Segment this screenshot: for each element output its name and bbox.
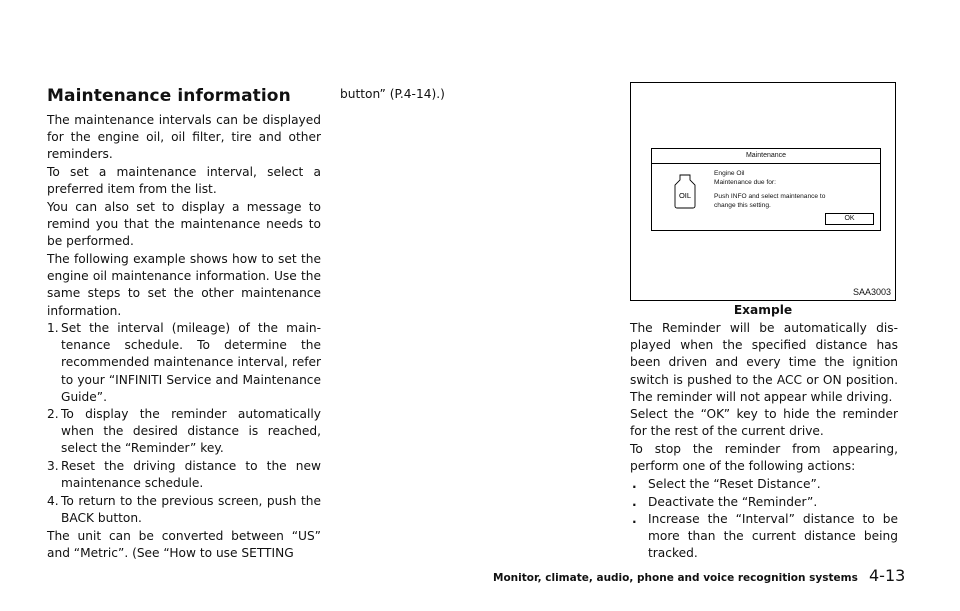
list-text: Reset the driving distance to the new maintenance schedule. bbox=[61, 459, 321, 491]
paragraph-message: You can also set to display a message to remind you that the maintenance needs to be performed. bbox=[47, 200, 321, 249]
list-text: To return to the previous screen, push the BACK button. bbox=[61, 494, 321, 526]
display-screen bbox=[651, 148, 881, 231]
paragraph-units: The unit can be converted between “US” and “Metric”. (See “How to use SETTING bbox=[47, 529, 321, 561]
list-item bbox=[47, 320, 321, 406]
list-number: 1. bbox=[47, 321, 59, 335]
paragraph-ok-key: Select the “OK” key to hide the reminder for the rest of the current drive. bbox=[630, 407, 898, 439]
figure-maintenance-screen bbox=[630, 82, 896, 301]
bullet-mark: . bbox=[632, 495, 637, 509]
paragraph-intro: The maintenance intervals can be displayed for the engine oil, oil filter, tire and other reminders. bbox=[47, 113, 321, 162]
oil-icon-label: OIL bbox=[678, 191, 692, 200]
list-text: Deactivate the “Reminder”. bbox=[648, 495, 818, 509]
page-number: 4-13 bbox=[869, 566, 906, 585]
list-number: 4. bbox=[47, 494, 59, 508]
list-item bbox=[47, 406, 321, 458]
list-item bbox=[630, 476, 898, 493]
screen-title: Maintenance bbox=[652, 149, 880, 164]
list-text: To display the reminder automatically when the desired distance is reached, select the “Reminder” key. bbox=[61, 407, 321, 456]
paragraph-example: The following example shows how to set the engine oil maintenance information. Use the same steps to set the other maintenance information. bbox=[47, 252, 321, 318]
screen-line-instruction-2: change this setting. bbox=[714, 202, 771, 209]
list-text: Increase the “Interval” distance to be more than the current distance being tracked. bbox=[648, 512, 898, 561]
figure-code: SAA3003 bbox=[852, 287, 891, 297]
screen-line-due: Maintenance due for: bbox=[714, 179, 776, 186]
screen-message bbox=[714, 169, 874, 210]
paragraph-reminder: The Reminder will be automatically displayed when the specified distance has been driven and every time the ignition switch is pushed to the ACC or ON position. The reminder will not appear while driving. bbox=[630, 321, 898, 404]
list-number: 2. bbox=[47, 407, 59, 421]
bullet-mark: . bbox=[632, 512, 637, 526]
list-item bbox=[630, 511, 898, 563]
screen-line-instruction: Push INFO and select maintenance to bbox=[714, 193, 826, 200]
section-heading: Maintenance information bbox=[47, 86, 291, 106]
footer-section-title: Monitor, climate, audio, phone and voice recognition systems bbox=[493, 572, 858, 584]
list-text: Set the interval (mileage) of the maintenance schedule. To determine the recommended maintenance interval, refer to your “INFINITI Service and Maintenance Guide”. bbox=[61, 321, 321, 404]
ok-button[interactable]: OK bbox=[825, 213, 874, 225]
figure-caption: Example bbox=[733, 303, 793, 317]
list-item bbox=[47, 493, 321, 527]
paragraph-stop: To stop the reminder from appearing, perform one of the following actions: bbox=[630, 442, 898, 474]
list-text: Select the “Reset Distance”. bbox=[648, 477, 821, 491]
list-item bbox=[630, 494, 898, 511]
bullet-mark: . bbox=[632, 477, 637, 491]
oil-can-icon bbox=[671, 173, 699, 209]
paragraph-set-interval: To set a maintenance interval, select a preferred item from the list. bbox=[47, 165, 321, 197]
screen-line-engine-oil: Engine Oil bbox=[714, 170, 745, 177]
list-item bbox=[47, 458, 321, 492]
paragraph-continued: button” (P.4-14).) bbox=[340, 87, 445, 101]
list-number: 3. bbox=[47, 459, 59, 473]
